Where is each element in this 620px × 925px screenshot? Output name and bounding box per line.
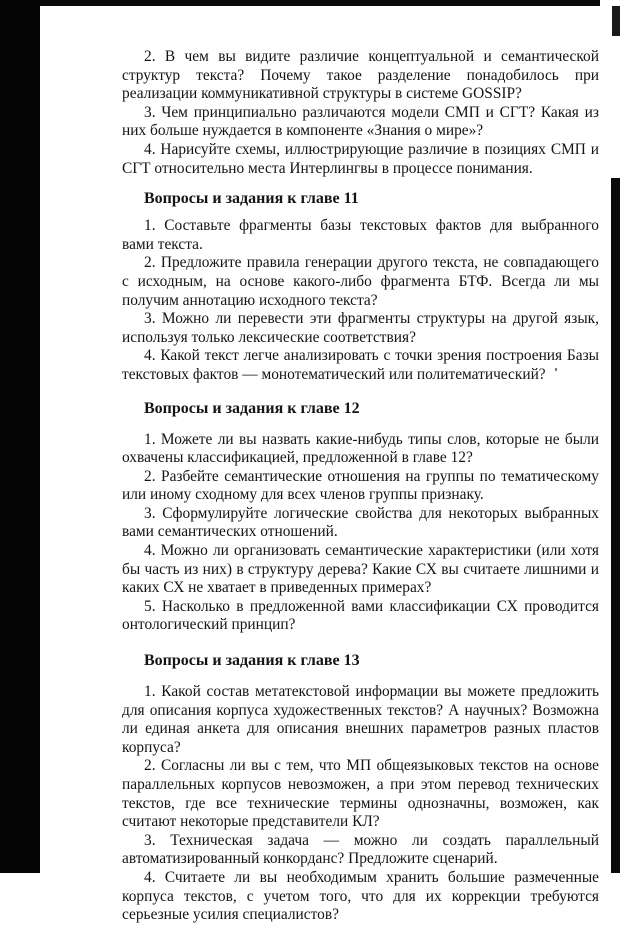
- intro-questions: [122, 48, 599, 178]
- scan-border-right: [611, 178, 620, 873]
- section-heading: Вопросы и задания к главе 13: [144, 652, 360, 670]
- section-chapter-11: [122, 189, 599, 384]
- scan-border-left: [0, 0, 40, 873]
- scan-border-right-top: [612, 6, 620, 36]
- question-item: 4. Нарисуйте схемы, иллюстрирующие различие в позициях СМП и СГТ относительно места Интерлингвы в процессе понимания.: [122, 140, 599, 177]
- question-item: 2. Предложите правила генерации другого текста, не совпадающего с исходным, на основе какого-либо фрагмента БТФ. Всегда ли мы получим аннотацию исходного текста?: [122, 254, 599, 309]
- question-item: 1. Составьте фрагменты базы текстовых фактов для выбранного вами текста.: [122, 217, 599, 253]
- section-heading: Вопросы и задания к главе 11: [144, 190, 359, 208]
- question-item: 4. Можно ли организовать семантические характеристики (или хотя бы часть из них) в структуру дерева? Какие СХ вы считаете лишними и каких СХ не хватает в приведенных примерах?: [122, 542, 599, 597]
- question-item: 2. В чем вы видите различие концептуальной и семантической структур текста? Почему такое разделение понадобилось при реализации коммуникативной структуры в системе GOSSIP?: [122, 48, 599, 103]
- page-content: [122, 48, 599, 925]
- scan-border-left-bottom: [0, 780, 36, 873]
- section-heading: Вопросы и задания к главе 12: [144, 399, 360, 417]
- question-item: 4. Какой текст легче анализировать с точки зрения построения Базы текстовых фактов — монотематический или политематический?: [122, 347, 599, 383]
- question-item: 5. Насколько в предложенной вами классификации СХ проводится онтологический принцип?: [122, 597, 599, 634]
- question-item: 3. Техническая задача — можно ли создать параллельный автоматизированный конкорданс? Предложите сценарий.: [122, 831, 599, 868]
- question-item: 2. Разбейте семантические отношения на группы по тематическому или иному сходному для всех членов группы признаку.: [122, 467, 599, 504]
- question-item: 2. Согласны ли вы с тем, что МП общеязыковых текстов на основе параллельных корпусов невозможен, а при этом перевод технических текстов, где все технические термины однозначны, возможен, как считают некоторые представители КЛ?: [122, 757, 599, 831]
- question-item: 3. Можно ли перевести эти фрагменты структуры на другой язык, используя только лексические соответствия?: [122, 310, 599, 346]
- question-item: 3. Сформулируйте логические свойства для некоторых выбранных вами семантических отношений.: [122, 504, 599, 541]
- question-item: 1. Можете ли вы назвать какие-нибудь типы слов, которые не были охвачены классификацией, предложенной в главе 12?: [122, 430, 599, 467]
- question-item: 1. Какой состав метатекстовой информации вы можете предложить для описания корпуса художественных текстов? А научных? Возможна ли единая анкета для описания внешних параметров разных пластов корпуса?: [122, 683, 599, 756]
- section-chapter-12: [122, 399, 599, 636]
- section-chapter-13: [122, 651, 599, 925]
- question-item: 3. Чем принципиально различаются модели СМП и СГТ? Какая из них больше нуждается в компоненте «Знания о мире»?: [122, 103, 599, 140]
- question-item: 4. Считаете ли вы необходимым хранить большие размеченные корпуса текстов, с учетом того, что для их коррекции требуются серьезные усилия специалистов?: [122, 868, 599, 924]
